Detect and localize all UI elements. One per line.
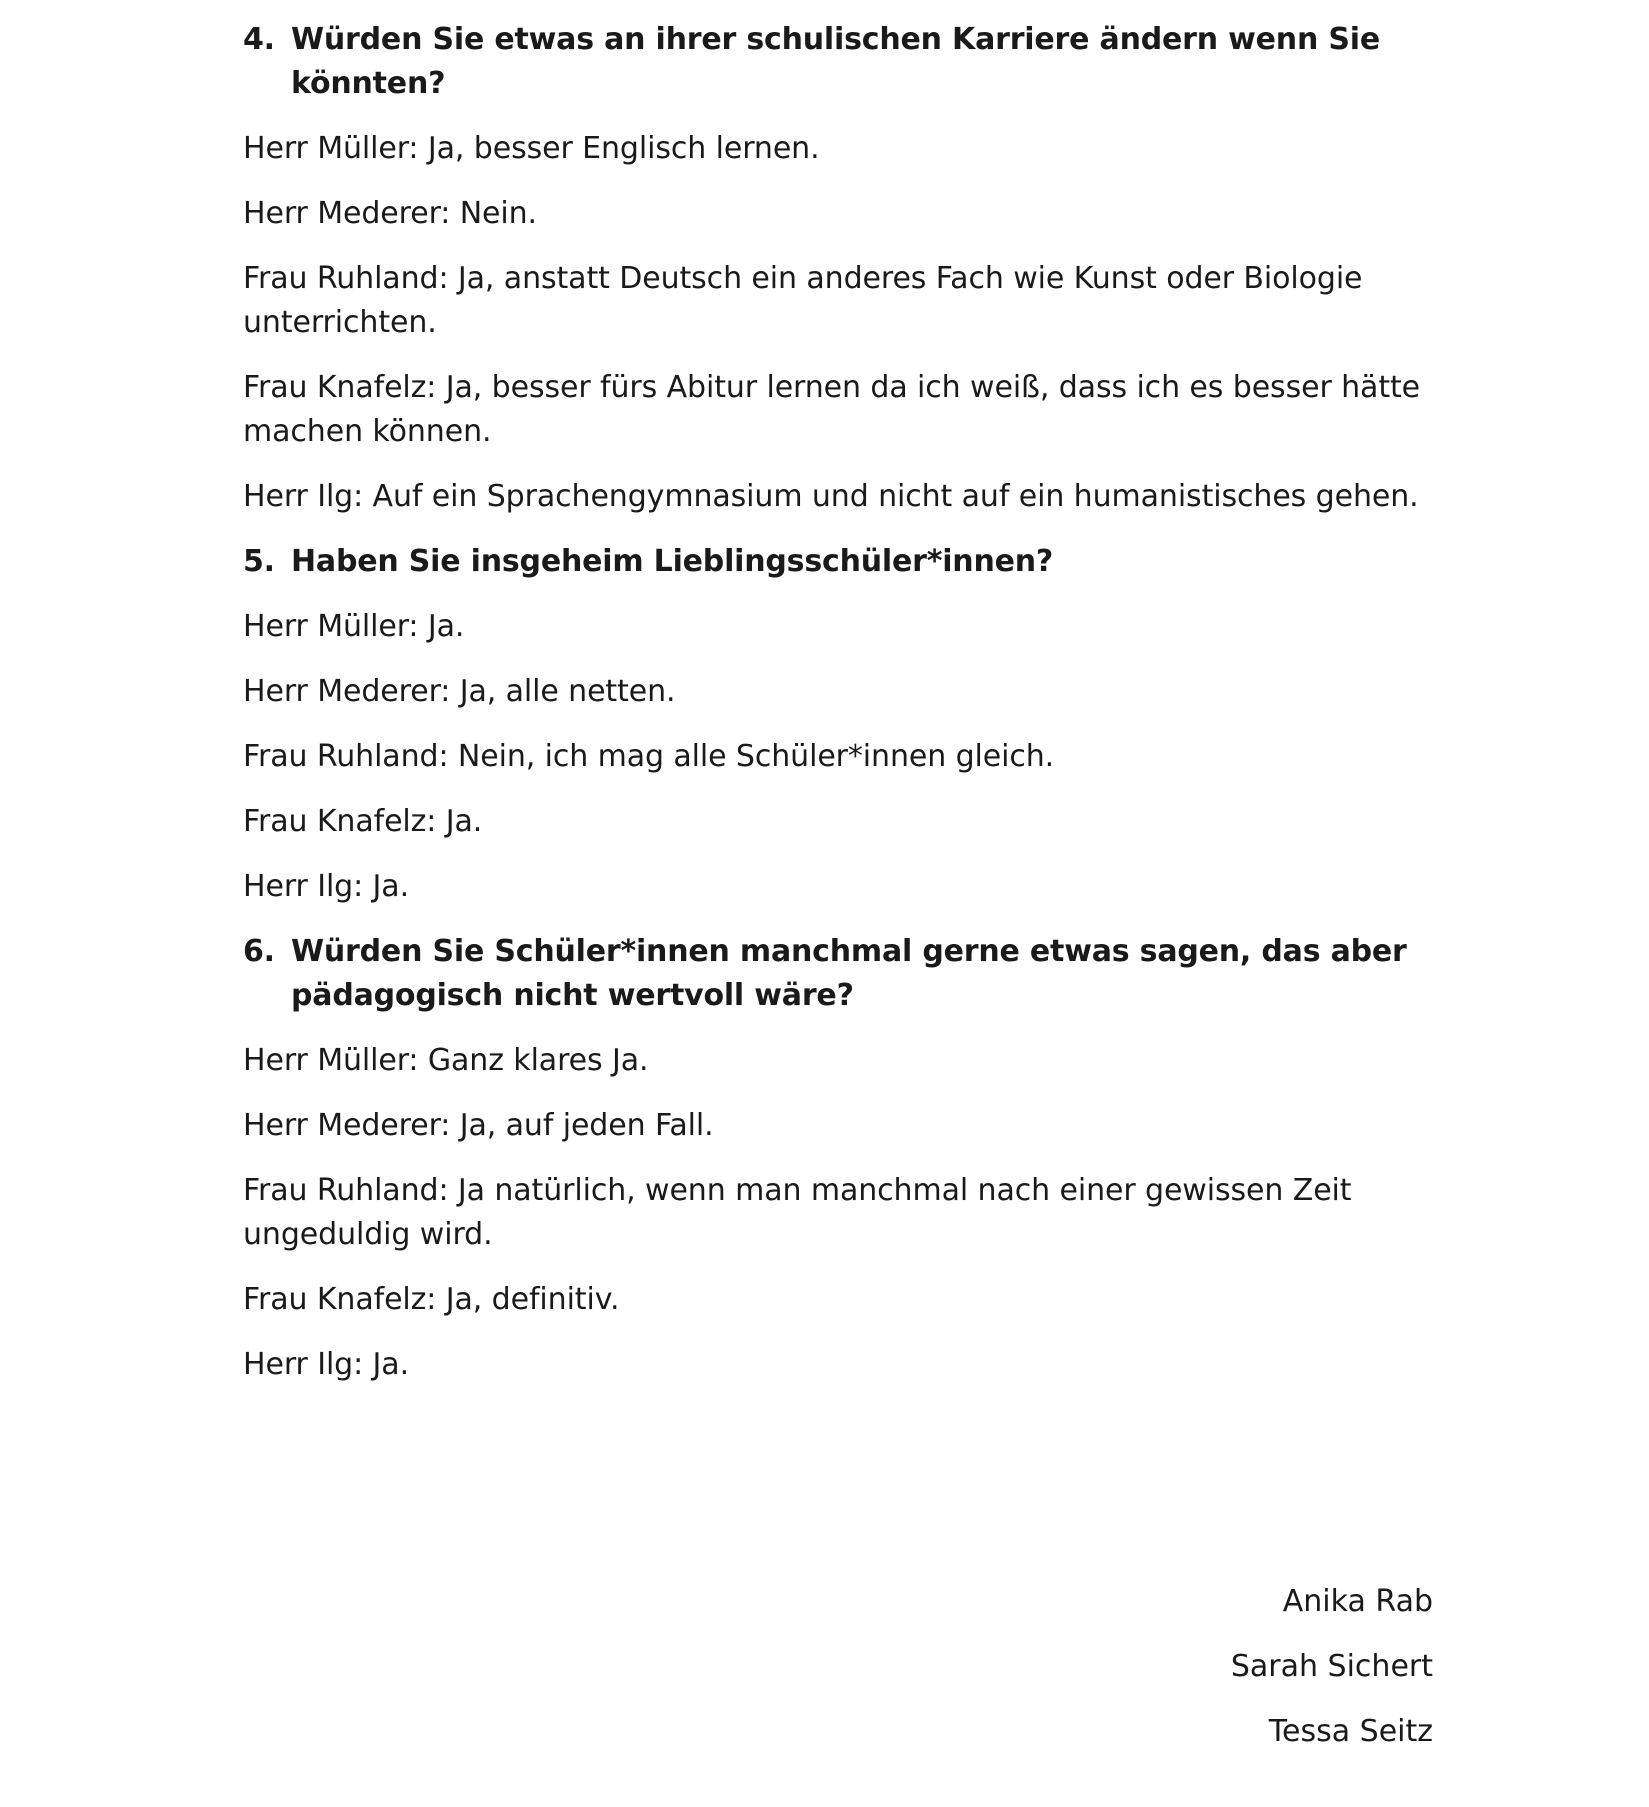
question-text: Haben Sie insgeheim Lieblingsschüler*innen? [291,544,1054,579]
answer-knafelz: Frau Knafelz: Ja. [243,804,483,839]
question-5 [243,540,1433,584]
author-name: Tessa Seitz [1268,1714,1433,1749]
answer-ruhland: Frau Ruhland: Ja, anstatt Deutsch ein anderes Fach wie Kunst oder Biologie unterrichten. [243,261,1363,340]
author-list [1231,1580,1433,1775]
question-6 [243,930,1433,1018]
answer-knafelz: Frau Knafelz: Ja, definitiv. [243,1282,620,1317]
question-text: Würden Sie Schüler*innen manchmal gerne etwas sagen, das aber pädagogisch nicht wertvoll wäre? [291,934,1407,1013]
answer-ilg: Herr Ilg: Ja. [243,869,410,904]
question-number: 4. [243,22,275,57]
answer-ilg: Herr Ilg: Ja. [243,1347,410,1382]
answer-ruhland: Frau Ruhland: Nein, ich mag alle Schüler*innen gleich. [243,739,1055,774]
question-number: 6. [243,934,275,969]
author-name: Anika Rab [1282,1584,1433,1619]
answer-mederer: Herr Mederer: Ja, alle netten. [243,674,676,709]
answer-ilg: Herr Ilg: Auf ein Sprachengymnasium und nicht auf ein humanistisches gehen. [243,479,1419,514]
answer-mueller: Herr Müller: Ganz klares Ja. [243,1043,649,1078]
question-text: Würden Sie etwas an ihrer schulischen Karriere ändern wenn Sie könnten? [291,22,1381,101]
question-4 [243,18,1433,106]
answer-mederer: Herr Mederer: Ja, auf jeden Fall. [243,1108,714,1143]
answer-knafelz: Frau Knafelz: Ja, besser fürs Abitur lernen da ich weiß, dass ich es besser hätte machen können. [243,370,1421,449]
question-number: 5. [243,544,275,579]
answer-ruhland: Frau Ruhland: Ja natürlich, wenn man manchmal nach einer gewissen Zeit ungeduldig wird. [243,1173,1352,1252]
answer-mederer: Herr Mederer: Nein. [243,196,537,231]
answer-mueller: Herr Müller: Ja, besser Englisch lernen. [243,131,820,166]
document-body [243,18,1433,1408]
author-name: Sarah Sichert [1230,1649,1433,1684]
answer-mueller: Herr Müller: Ja. [243,609,465,644]
